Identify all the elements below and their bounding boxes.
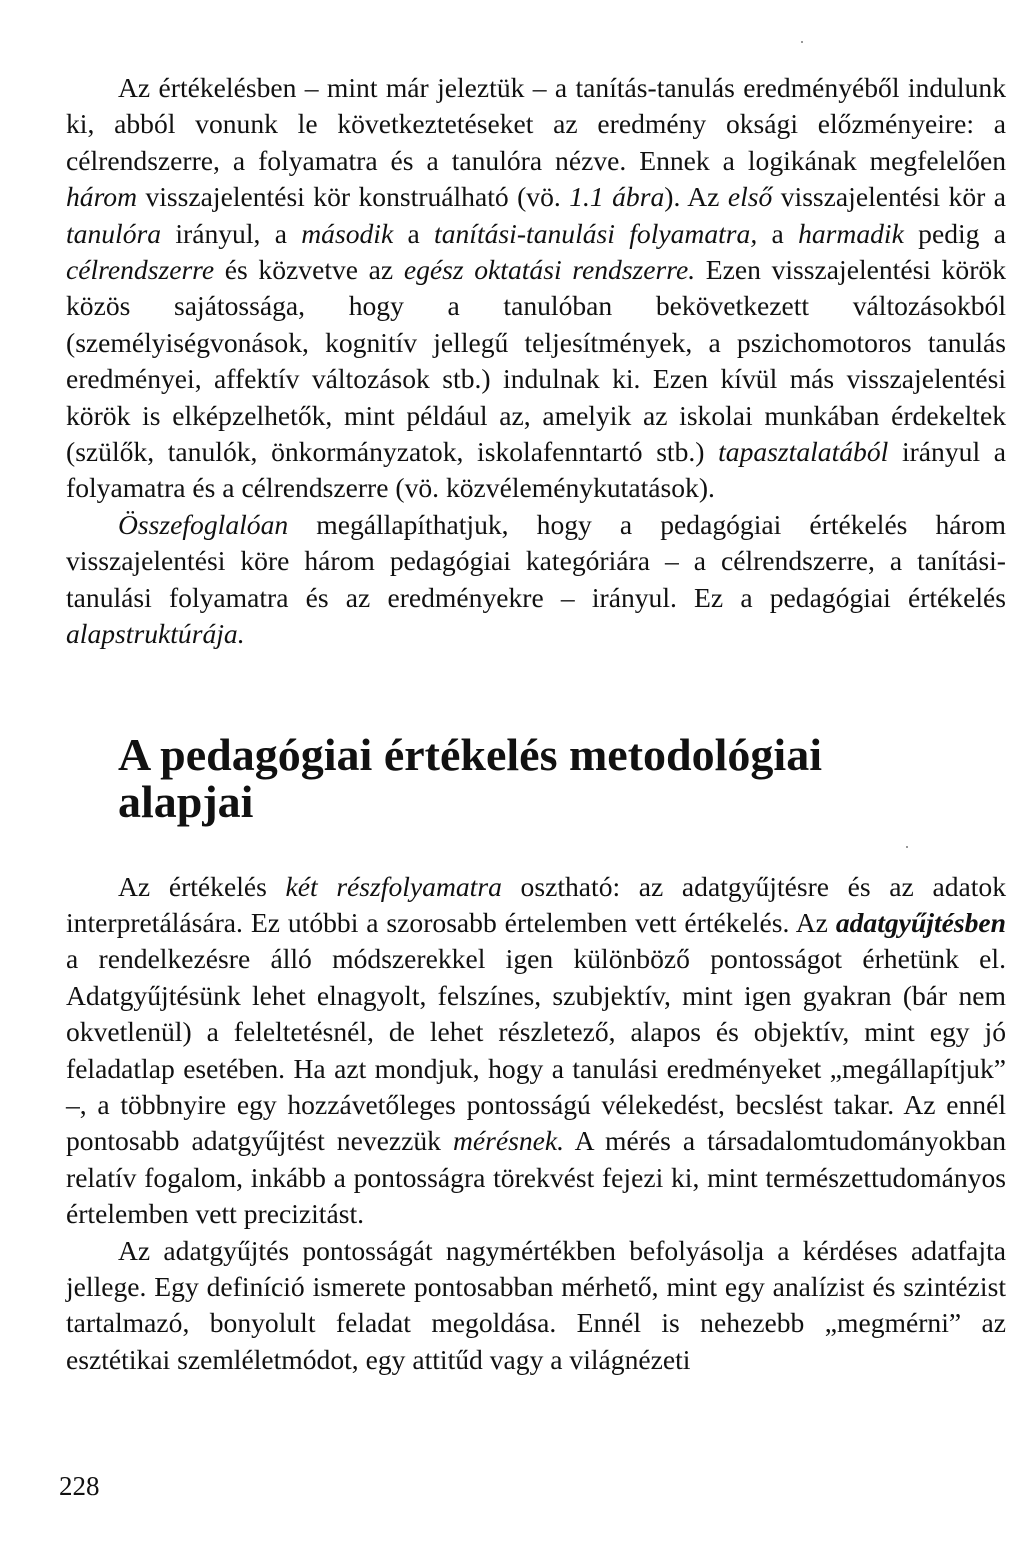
paragraph-feedback-loops: Az értékelésben – mint már jeleztük – a tanítás-tanulás eredményéből indulunk ki, abból vonunk le következtetéseket az eredmény oksági előzményeire: a célrendszerre, a folyamatra és a tanulóra nézve. Ennek a logikának megfelelően három visszajelentési kör konstruálható (vö. 1.1 ábra). Az első visszajelentési kör a tanulóra irányul, a második a tanítási-tanulási folyamatra, a harmadik pedig a célrendszerre és közvetve az egész oktatási rendszerre. Ezen visszajelentési körök közös sajátossága, hogy a tanulóban bekövetkezett változásokból (személyiségvonások, kognitív jellegű teljesítmények, a pszichomotoros tanulás eredményei, affektív változások stb.) indulnak ki. Ezen kívül más visszajelentési körök is elképzelhetők, mint például az, amelyik az iskolai munkában érdekeltek (szülők, tanulók, önkormányzatok, iskolafenntartó stb.) tapasztalatából irányul a folyamatra és a célrendszerre (vö. közvéleménykutatások). (66, 72, 1006, 504)
paragraph-summary: Összefoglalóan megállapíthatjuk, hogy a pedagógiai értékelés három visszajelentési köre három pedagógiai kategóriára – a célrendszerre, a tanítási-tanulási folyamatra és az eredményekre – irányul. Ez a pedagógiai értékelés alapstruktúrája. (66, 508, 1006, 650)
paragraph-data-collection: Az értékelés két részfolyamatra osztható: az adatgyűjtésre és az adatok interpretálására. Ez utóbbi a szorosabb értelemben vett értékelés. Az adatgyűjtésben a rendelkezésre álló módszerekkel igen különböző pontosságot érhetünk el. Adatgyűjtésünk lehet elnagyolt, felszínes, szubjektív, mint igen gyakran (bár nem okvetlenül) a feleltetésnél, de lehet részletező, alapos és objektív, mint egy jó feladatlap esetében. Ha azt mondjuk, hogy a tanulási eredményeket „megállapítjuk” –, a többnyire egy hozzávetőleges pontosságú vélekedést, becslést takar. Az ennél pontosabb adatgyűjtést nevezzük mérésnek. A mérés a társadalomtudományokban relatív fogalom, inkább a pontosságra törekvést fejezi ki, mint természettudományos értelemben vett precizitást. (66, 870, 1006, 1230)
scan-speck (801, 41, 803, 43)
section-body (66, 869, 1006, 1379)
page-number: 228 (59, 1471, 100, 1501)
scan-speck (906, 846, 908, 848)
page-content (66, 70, 1006, 1378)
paragraph-measurement-accuracy: Az adatgyűjtés pontosságát nagymértékben befolyásolja a kérdéses adatfajta jellege. Egy definíció ismerete pontosabban mérhető, mint egy analízist és szintézist tartalmazó, bonyolult feladat megoldása. Ennél is nehezebb „megmérni” az esztétikai szemléletmódot, egy attitűd vagy a világnézeti (66, 1234, 1006, 1375)
section-heading: A pedagógiai értékelés metodológiai alapjai (118, 728, 822, 827)
